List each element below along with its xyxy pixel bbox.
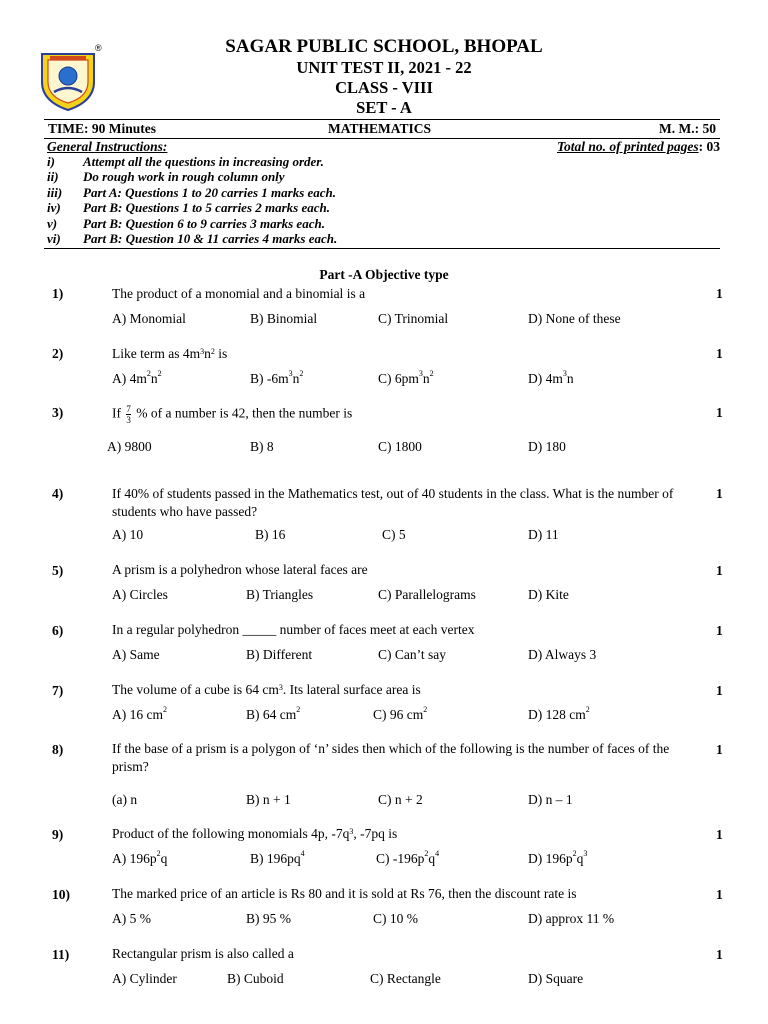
time-label: TIME: 90 Minutes bbox=[48, 121, 156, 136]
question-mark: 1 bbox=[716, 405, 723, 420]
option-c: C) $6pm^3n^2$ bbox=[378, 369, 434, 386]
option-c: C) 10 % bbox=[373, 911, 418, 926]
option-b: B) 64 $cm^2$ bbox=[246, 705, 301, 722]
option-a: A) 16 $cm^2$ bbox=[112, 705, 167, 722]
divider-top bbox=[44, 119, 720, 120]
option-b: B) $196pq^4$ bbox=[250, 849, 305, 866]
question-mark: 1 bbox=[716, 887, 723, 902]
option-a: A) Cylinder bbox=[112, 971, 177, 986]
option-d: D) $4m^3n$ bbox=[528, 369, 574, 386]
option-b: B) $-6m^3n^2$ bbox=[250, 369, 304, 386]
instructions-list bbox=[47, 154, 337, 246]
option-c: C) Rectangle bbox=[370, 971, 441, 986]
question-mark: 1 bbox=[716, 623, 723, 638]
option-a: A) Circles bbox=[112, 587, 168, 602]
option-b: B) 8 bbox=[250, 439, 274, 454]
question-text: If 40% of students passed in the Mathematics test, out of 40 students in the class. What is the number of students who have passed? bbox=[112, 486, 674, 519]
option-c: C) Trinomial bbox=[378, 311, 449, 326]
school-name: SAGAR PUBLIC SCHOOL, BHOPAL bbox=[225, 36, 543, 57]
option-b: B) Triangles bbox=[246, 587, 314, 602]
option-c: C) $-196p^2q^4$ bbox=[376, 849, 440, 866]
test-title: UNIT TEST II, 2021 - 22 bbox=[296, 58, 472, 77]
instruction-item: v) Part B: Question 6 to 9 carries 3 marks each. bbox=[47, 215, 325, 231]
option-d: D) 11 bbox=[528, 527, 559, 542]
option-a: A) 9800 bbox=[107, 439, 152, 454]
option-b: B) 16 bbox=[255, 527, 286, 542]
question-number: 6) bbox=[52, 623, 64, 638]
question-number: 9) bbox=[52, 827, 64, 842]
option-c: C) 1800 bbox=[378, 439, 422, 454]
option-d: D) Kite bbox=[528, 587, 569, 602]
question-mark: 1 bbox=[716, 286, 723, 301]
instruction-item: ii) Do rough work in rough column only bbox=[47, 169, 285, 185]
question-mark: 1 bbox=[716, 947, 723, 962]
option-c: C) Can’t say bbox=[378, 647, 446, 662]
option-c: C) Parallelograms bbox=[378, 587, 476, 602]
question-number: 3) bbox=[52, 405, 64, 420]
question-number: 11) bbox=[52, 947, 70, 962]
question-number: 4) bbox=[52, 486, 64, 501]
subject-label: MATHEMATICS bbox=[328, 121, 432, 136]
question-number: 10) bbox=[52, 887, 70, 902]
instruction-item: iii) Part A: Questions 1 to 20 carries 1 marks each. bbox=[47, 184, 337, 200]
question-number: 7) bbox=[52, 683, 64, 698]
instruction-item: iv) Part B: Questions 1 to 5 carries 2 marks each. bbox=[47, 200, 331, 216]
general-instructions-heading: General Instructions: bbox=[47, 139, 168, 154]
max-marks-label: M. M.: 50 bbox=[659, 121, 716, 136]
option-d: D) n – 1 bbox=[528, 792, 573, 807]
registered-mark: ® bbox=[95, 43, 102, 53]
question-mark: 1 bbox=[716, 827, 723, 842]
question-number: 1) bbox=[52, 286, 64, 301]
question-mark: 1 bbox=[716, 346, 723, 361]
question-number: 5) bbox=[52, 563, 64, 578]
option-a: A) Monomial bbox=[112, 311, 186, 326]
option-d: D) 128 $cm^2$ bbox=[528, 705, 590, 722]
option-b: B) Binomial bbox=[250, 311, 318, 326]
question-text: Like term as $4m^3n^2$ is bbox=[112, 346, 228, 361]
option-b: B) 95 % bbox=[246, 911, 291, 926]
question-text: Product of the following monomials 4p, $-7q^3$, -7pq is bbox=[112, 826, 398, 841]
part-a-title: Part -A Objective type bbox=[319, 267, 449, 282]
question-text: A prism is a polyhedron whose lateral faces are bbox=[112, 562, 368, 577]
question-mark: 1 bbox=[716, 563, 723, 578]
printed-pages-label: Total no. of printed pages bbox=[556, 139, 699, 154]
question-text: If $\frac{7}{3}$ % of a number is 42, then the number is bbox=[112, 404, 353, 425]
question-text: If the base of a prism is a polygon of ‘n’ sides then which of the following is the number of faces of the prism? bbox=[112, 741, 670, 774]
question-text: The product of a monomial and a binomial is a bbox=[112, 286, 366, 301]
option-a: A) 10 bbox=[112, 527, 144, 542]
option-d: D) 180 bbox=[528, 439, 566, 454]
printed-pages bbox=[557, 139, 720, 155]
option-b: B) Different bbox=[246, 647, 313, 662]
instruction-item: i) Attempt all the questions in increasing order. bbox=[47, 154, 324, 169]
question-number: 8) bbox=[52, 742, 64, 757]
option-c: C) 96 $cm^2$ bbox=[373, 705, 428, 722]
fraction: $\frac{7}{3}$ bbox=[126, 404, 131, 425]
option-d: D) $196p^2q^3$ bbox=[528, 849, 588, 866]
option-a: A) Same bbox=[112, 647, 160, 662]
question-text: Rectangular prism is also called a bbox=[112, 946, 294, 961]
option-a: (a) n bbox=[112, 792, 138, 807]
class-title: CLASS - VIII bbox=[335, 78, 433, 97]
option-a: A) $196p^2q$ bbox=[112, 849, 168, 866]
option-c: C) 5 bbox=[382, 527, 406, 542]
option-d: D) approx 11 % bbox=[528, 911, 615, 926]
question-number: 2) bbox=[52, 346, 64, 361]
question-text: The volume of a cube is 64 $cm^3$. Its lateral surface area is bbox=[112, 682, 421, 697]
option-b: B) Cuboid bbox=[227, 971, 284, 986]
option-b: B) n + 1 bbox=[246, 792, 291, 807]
question-mark: 1 bbox=[716, 683, 723, 698]
question-mark: 1 bbox=[716, 486, 723, 501]
option-a: A) 5 % bbox=[112, 911, 151, 926]
option-d: D) Square bbox=[528, 971, 584, 986]
question-mark: 1 bbox=[716, 742, 723, 757]
set-title: SET - A bbox=[356, 98, 412, 117]
question-text: The marked price of an article is Rs 80 and it is sold at Rs 76, then the discount rate is bbox=[112, 886, 577, 901]
option-a: A) $4m^2n^2$ bbox=[112, 369, 162, 386]
option-d: D) Always 3 bbox=[528, 647, 597, 662]
instruction-item: vi) Part B: Question 10 & 11 carries 4 marks each. bbox=[47, 231, 338, 247]
question-text: In a regular polyhedron _____ number of faces meet at each vertex bbox=[112, 622, 475, 637]
printed-pages-value: : 03 bbox=[698, 139, 720, 154]
divider-instructions bbox=[44, 248, 720, 249]
option-c: C) n + 2 bbox=[378, 792, 423, 807]
option-d: D) None of these bbox=[528, 311, 621, 326]
